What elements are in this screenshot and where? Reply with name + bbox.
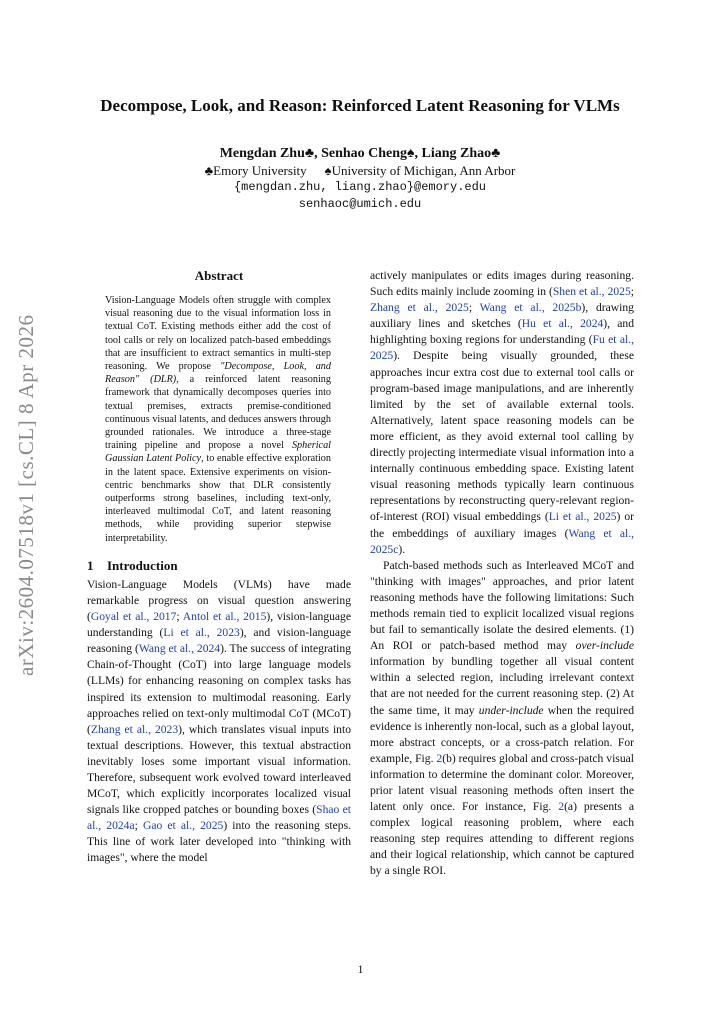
text-run: ) into the reasoning steps. This line of work later developed into "thinking with images", where the model — [87, 819, 351, 865]
abstract-part: , to enable effective exploration in the latent space. Extensive experiments on vision-centric benchmarks show that DLR consistently outperforms strong baselines, including text-only, interleaved multimodal CoT, and latent reasoning methods, while providing superior stepwise interpretability. — [105, 453, 331, 544]
email-line-2: senhaoc@umich.edu — [298, 197, 422, 211]
citation-link[interactable]: Antol et al., 2015 — [182, 610, 267, 624]
email-line-1: {mengdan.zhu, liang.zhao}@emory.edu — [233, 180, 487, 194]
citation-link[interactable]: Fu et al., 2025 — [370, 333, 634, 363]
text-run: ; — [176, 610, 183, 624]
affiliation-michigan: ♠University of Michigan, Ann Arbor — [324, 163, 516, 178]
limitations-paragraph — [370, 558, 634, 880]
text-run: ). — [398, 542, 406, 556]
text-run: Vision-Language Models (VLMs) have made remarkable progress on visual question answering ( — [87, 577, 351, 624]
page-number: 1 — [357, 962, 364, 976]
citation-link[interactable]: Wang et al., 2024 — [138, 642, 221, 656]
citation-link[interactable]: Hu et al., 2024 — [521, 317, 604, 331]
text-run: ; — [468, 301, 480, 315]
section-heading-introduction — [87, 558, 351, 574]
text-run: Patch-based methods such as Interleaved MCoT and "thinking with images" approaches, and prior latent reasoning methods have the following limitations: Such methods remain tied to explicit localized visual regions but fail to semantically isolate the desired elements. (1) An ROI or patch-based method may — [370, 558, 634, 653]
abstract-emphasis: Spherical Gaussian Latent Policy — [105, 440, 331, 465]
section-number: 1 — [87, 557, 94, 573]
left-column — [87, 268, 351, 867]
emphasis: over-include — [575, 639, 634, 653]
citation-link[interactable]: Goyal et al., 2017 — [90, 610, 177, 624]
citation-link[interactable]: Li et al., 2023 — [163, 626, 240, 640]
text-run: when the required evidence is inherently non-local, such as a global layout, more abstract concepts, or a cross-patch relation. For example, Fig. — [370, 703, 634, 765]
abstract-part: Vision-Language Models often struggle with complex visual reasoning due to the visual information loss in textual CoT. Existing methods either add the cost of tool calls or rely on localized patch-based embeddings that are insufficient to extract semantics in multi-step reasoning. We propose — [105, 295, 331, 373]
right-paragraph-continued — [370, 268, 634, 558]
abstract-emphasis: "Decompose, Look, and Reason" (DLR) — [105, 361, 331, 386]
text-run: ), vision-language understanding ( — [87, 610, 352, 640]
citation-link[interactable]: Wang et al., 2025b — [479, 301, 582, 315]
text-run: information by bundling together all visual content within a selected region, including irrelevant context that are not needed for the current reasoning step. (2) At the same time, it may — [370, 655, 634, 717]
text-run: (a) presents a complex logical reasoning problem, where each reasoning step requires attending to different regions and their logical relationship, which cannot be captured by a single ROI. — [370, 800, 634, 878]
citation-link[interactable]: Li et al., 2025 — [548, 510, 617, 524]
figure-link[interactable]: 2 — [436, 751, 443, 765]
abstract-heading: Abstract — [194, 268, 244, 283]
text-run: ), drawing auxiliary lines and sketches ( — [370, 301, 634, 331]
arxiv-stamp: arXiv:2604.07518v1 [cs.CL] 8 Apr 2026 — [14, 314, 38, 676]
text-run: ), which translates visual inputs into textual descriptions. However, this textual abstraction inevitably loses some important visual information. Therefore, subsequent work evolved toward interleaved MCoT, which explicitly incorporates localized visual signals like cropped patches or bounding boxes ( — [87, 722, 351, 817]
abstract-part: , a reinforced latent reasoning framework that dynamically decomposes queries into textual premises, extracts premise-conditioned continuous visual latents, and deduces answers through grounded rationales. We introduce a three-stage training pipeline and propose a novel — [105, 374, 331, 452]
author-list: Mengdan Zhu♣, Senhao Cheng♠, Liang Zhao♣ — [219, 146, 501, 161]
emphasis: under-include — [478, 703, 544, 717]
text-run: ), and vision-language reasoning ( — [87, 626, 351, 656]
text-run: ). Despite being visually grounded, these approaches incur extra cost due to external tool calls or program-based image manipulations, and are inherently limited by the set of available external tools. Alternatively, latent space reasoning models can be more efficient, as they avoid external tool calling by directly projecting intermediate visual information into a internally continuous embedding space. Existing latent visual reasoning methods typically learn continuous representations by reconstructing query-relevant region-of-interest (ROI) visual embeddings ( — [370, 349, 634, 524]
text-run: ; — [630, 285, 634, 299]
affiliations — [60, 163, 660, 179]
text-run: ) or the embeddings of auxiliary images ( — [370, 510, 635, 540]
intro-paragraph — [87, 577, 351, 867]
figure-link[interactable]: 2 — [558, 800, 565, 814]
citation-link[interactable]: Shen et al., 2025 — [552, 285, 631, 299]
text-run: ), and highlighting boxing regions for understanding ( — [370, 317, 634, 347]
citation-link[interactable]: Zhang et al., 2025 — [370, 301, 469, 315]
affiliation-emory: ♣Emory University — [204, 163, 307, 178]
citation-link[interactable]: Shao et al., 2024a — [87, 803, 351, 833]
abstract-text — [105, 294, 331, 545]
section-title: Introduction — [107, 557, 178, 573]
text-run: actively manipulates or edits images during reasoning. Such edits mainly include zooming in ( — [370, 269, 634, 299]
text-run: (b) requires global and cross-patch visual information to determine the dominant color. Moreover, prior latent visual reasoning methods often insert the latent only once. For instance, Fig. — [370, 751, 634, 814]
text-run: ). The success of integrating Chain-of-Thought (CoT) into large language models (LLMs) for enhancing reasoning on complex tasks has inspired its extension to multimodal reasoning. Early approaches relied on text-only multimodal CoT (MCoT) ( — [87, 642, 351, 736]
text-run: ; — [134, 819, 143, 833]
citation-link[interactable]: Gao et al., 2025 — [142, 819, 224, 833]
citation-link[interactable]: Wang et al., 2025c — [370, 526, 634, 556]
paper-title: Decompose, Look, and Reason: Reinforced Latent Reasoning for VLMs — [100, 96, 620, 115]
right-column — [370, 268, 634, 880]
citation-link[interactable]: Zhang et al., 2023 — [90, 722, 179, 736]
